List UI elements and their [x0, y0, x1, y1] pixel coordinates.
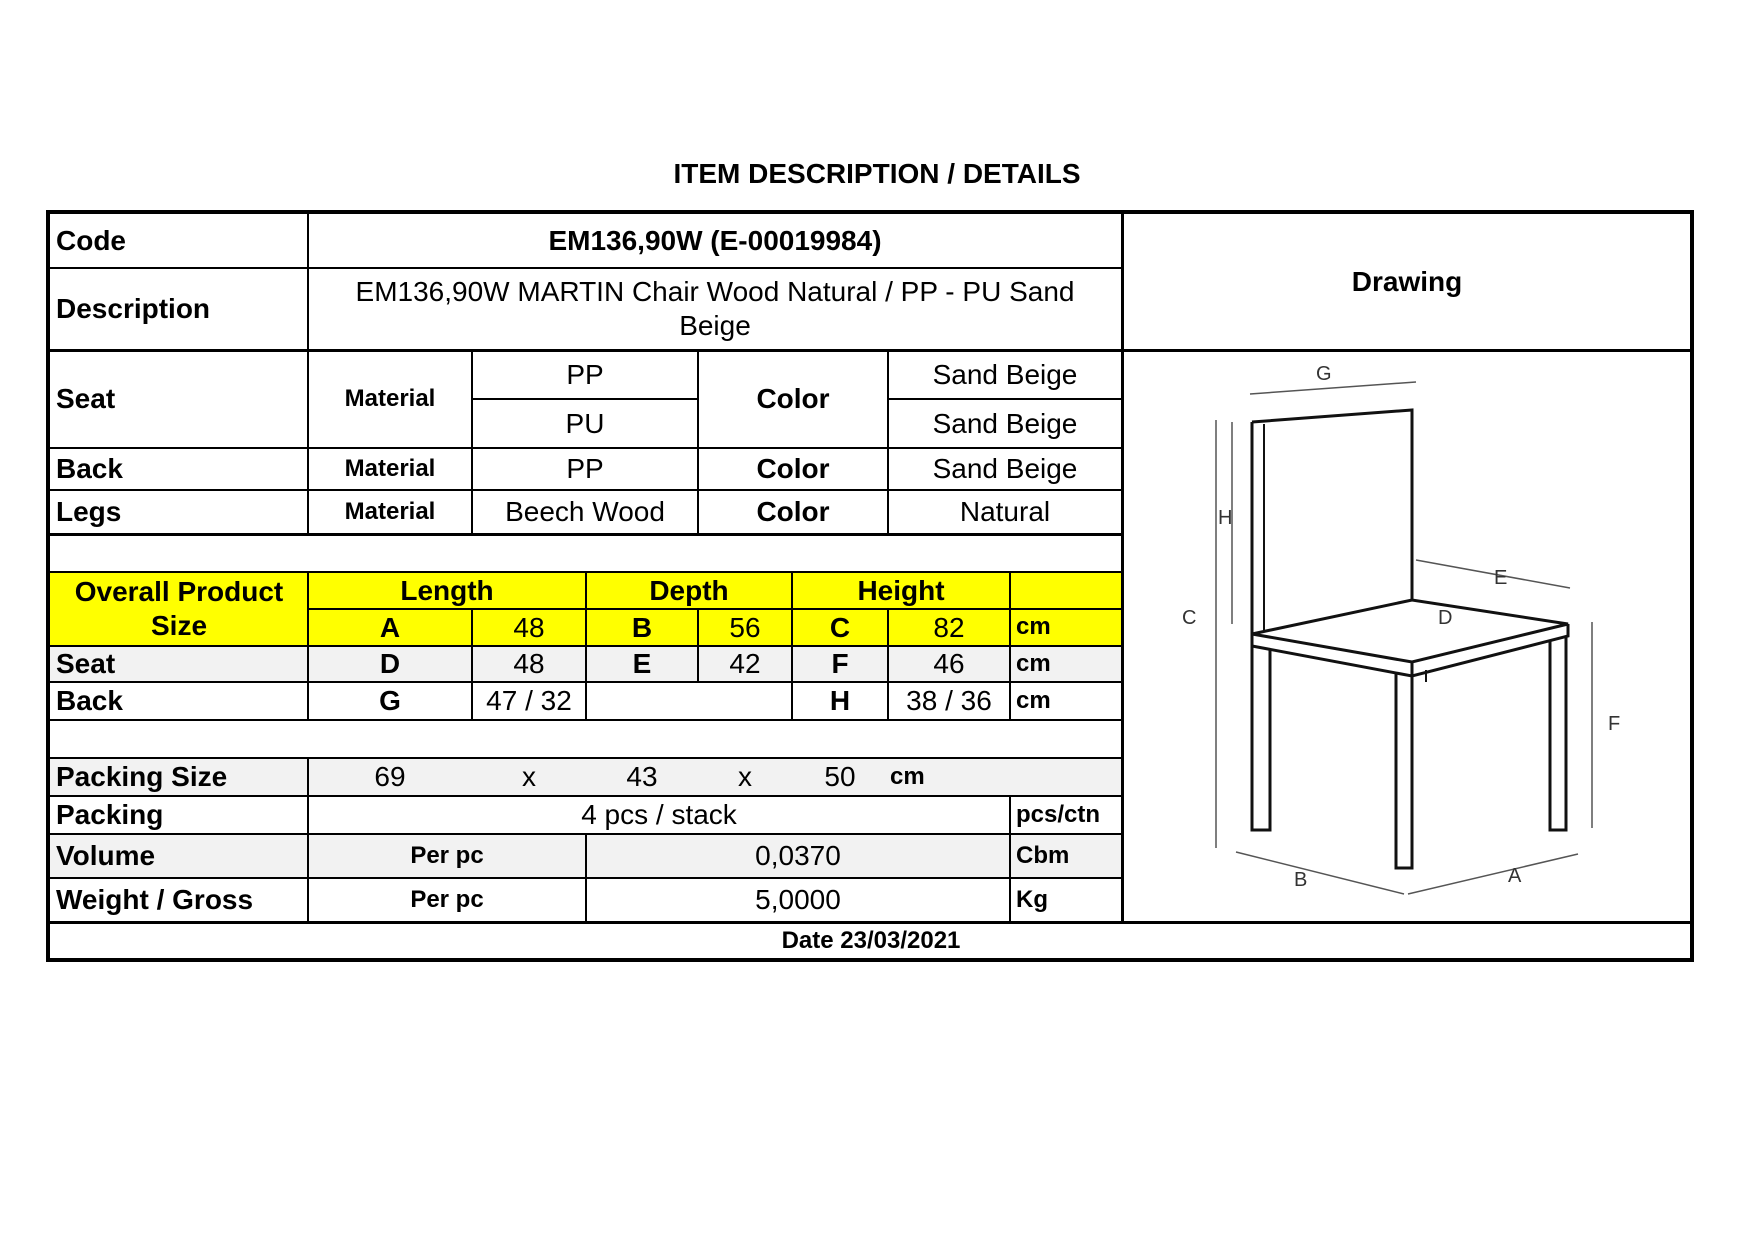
- grid-line: [50, 645, 1122, 647]
- grid-line: [50, 833, 1122, 835]
- seat-outline: [1252, 600, 1568, 662]
- depth-header: Depth: [586, 572, 792, 609]
- grid-line: [50, 571, 1122, 573]
- drawing-letter-g: G: [1316, 363, 1332, 385]
- grid-line: [1009, 796, 1011, 922]
- h-value: 38 / 36: [906, 685, 992, 717]
- back-color: Sand Beige: [932, 453, 1078, 485]
- leg-back-left: [1252, 646, 1270, 830]
- grid-line: [50, 921, 1692, 924]
- height-header: Height: [792, 572, 1010, 609]
- d-letter: D: [308, 646, 472, 682]
- grid-line: [697, 350, 699, 534]
- e-value: 42: [698, 646, 792, 682]
- packing-width: 43: [626, 761, 658, 793]
- grid-line: [887, 609, 889, 720]
- leg-front-left: [1396, 673, 1412, 868]
- grid-line: [471, 609, 473, 720]
- grid-line: [50, 447, 1122, 449]
- a-value: 48: [472, 609, 586, 646]
- seat-front-edge: [1252, 624, 1568, 676]
- weight-per: Per pc: [410, 885, 484, 913]
- dim-line-b: [1236, 852, 1404, 894]
- g-letter: G: [379, 685, 401, 717]
- code-label: Code: [56, 225, 126, 257]
- b-value: 56: [698, 609, 792, 646]
- packing-length: 69: [374, 761, 406, 793]
- volume-unit: Cbm: [1010, 834, 1122, 878]
- leg-front-right: [1550, 636, 1566, 830]
- grid-line: [307, 214, 309, 534]
- f-value: 46: [888, 646, 1010, 682]
- drawing-letter-b: B: [1294, 869, 1308, 891]
- c-value: 82: [888, 609, 1010, 646]
- volume-label: Volume: [50, 834, 308, 878]
- back-dims-label: Back: [56, 685, 123, 717]
- weight-label: Weight / Gross: [56, 884, 254, 916]
- h-letter: H: [829, 685, 851, 717]
- e-letter: E: [586, 646, 698, 682]
- code-value: EM136,90W (E-00019984): [548, 225, 882, 257]
- grid-line: [308, 608, 1122, 610]
- packing-x-1: x: [522, 761, 536, 793]
- legs-color-label: Color: [756, 496, 830, 528]
- chair-drawing: [1120, 352, 1690, 920]
- seat-material-label: Material: [344, 384, 436, 412]
- g-value: 47 / 32: [486, 685, 572, 717]
- grid-line: [50, 877, 1122, 879]
- grid-line: [50, 719, 1122, 721]
- packing-value: 4 pcs / stack: [581, 799, 737, 831]
- description-value: EM136,90W MARTIN Chair Wood Natural / PP - PU Sand Beige: [355, 276, 1075, 341]
- packing-x-2: x: [738, 761, 752, 793]
- overall-unit: cm: [1010, 609, 1122, 646]
- f-letter: F: [792, 646, 888, 682]
- d-value: 48: [472, 646, 586, 682]
- seat-color-1: Sand Beige: [932, 358, 1078, 390]
- seat-label: Seat: [56, 383, 116, 415]
- packing-height: 50: [824, 761, 856, 793]
- legs-label: Legs: [56, 496, 122, 528]
- drawing-letter-c: C: [1182, 607, 1197, 629]
- back-dims-unit: cm: [1016, 686, 1051, 714]
- c-letter: C: [792, 609, 888, 646]
- drawing-letter-d: D: [1438, 607, 1453, 629]
- weight-unit: Kg: [1016, 885, 1048, 913]
- grid-line: [888, 398, 1122, 400]
- grid-line: [50, 757, 1122, 759]
- legs-material: Beech Wood: [505, 496, 665, 528]
- weight-value: 5,0000: [755, 884, 841, 916]
- date-footer: Date 23/03/2021: [781, 926, 961, 954]
- grid-line: [50, 681, 1122, 683]
- chair-drawing-svg: [1120, 352, 1690, 920]
- back-color-label: Color: [756, 453, 830, 485]
- backrest-top-edge: [1252, 410, 1412, 600]
- volume-per: Per pc: [308, 834, 586, 878]
- drawing-letter-e: E: [1494, 567, 1508, 589]
- packing-size-unit: cm: [890, 762, 925, 790]
- packing-label: Packing: [56, 799, 164, 831]
- drawing-letter-h: H: [1218, 507, 1233, 529]
- seat-material-2: PU: [565, 407, 605, 439]
- grid-line: [50, 533, 1122, 536]
- back-material-label: Material: [344, 454, 436, 482]
- dim-line-e: [1416, 560, 1570, 588]
- drawing-header: Drawing: [1351, 266, 1463, 298]
- seat-color-label: Color: [756, 383, 830, 415]
- grid-line: [307, 758, 309, 922]
- grid-line: [472, 398, 698, 400]
- seat-material-1: PP: [566, 358, 604, 390]
- legs-material-label: Material: [344, 497, 436, 525]
- document-title: ITEM DESCRIPTION / DETAILS: [673, 158, 1081, 189]
- drawing-letter-f: F: [1608, 713, 1621, 735]
- back-material: PP: [566, 453, 604, 485]
- grid-line: [50, 267, 1122, 269]
- overall-blank: [1010, 572, 1122, 609]
- volume-value: 0,0370: [586, 834, 1010, 878]
- length-header: Length: [308, 572, 586, 609]
- dim-line-g: [1250, 382, 1416, 394]
- grid-line: [50, 489, 1122, 491]
- dim-line-a: [1408, 854, 1578, 894]
- b-letter: B: [586, 609, 698, 646]
- a-letter: A: [308, 609, 472, 646]
- legs-color: Natural: [959, 496, 1051, 528]
- grid-line: [471, 350, 473, 534]
- description-label: Description: [56, 293, 211, 325]
- overall-size-label: Overall Product Size: [50, 572, 308, 646]
- packing-size-label: Packing Size: [50, 758, 308, 796]
- grid-line: [887, 350, 889, 534]
- seat-color-2: Sand Beige: [932, 407, 1078, 439]
- back-label: Back: [56, 453, 123, 485]
- packing-unit: pcs/ctn: [1016, 800, 1101, 828]
- seat-dims-label: Seat: [50, 646, 308, 682]
- drawing-letter-a: A: [1508, 865, 1522, 887]
- seat-dims-unit: cm: [1010, 646, 1122, 682]
- grid-line: [50, 795, 1122, 797]
